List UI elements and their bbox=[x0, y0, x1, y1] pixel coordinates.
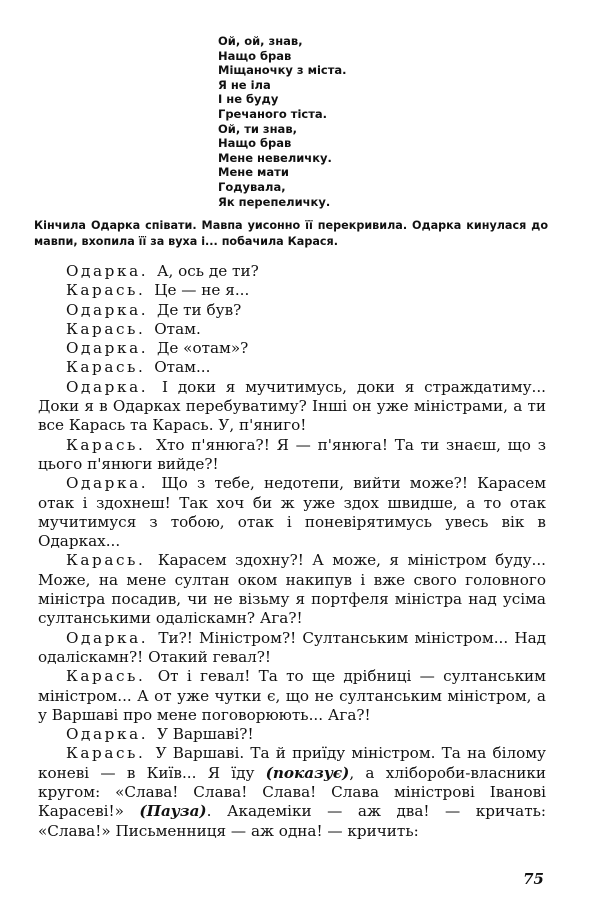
song-line: Як перепеличку. bbox=[218, 194, 331, 209]
song-line: Я не іла bbox=[218, 77, 271, 92]
speaker-name: Одарка. bbox=[66, 377, 149, 396]
speaker-name: Карась. bbox=[66, 667, 146, 686]
dialogue-line bbox=[38, 629, 546, 668]
speaker-name: Карась. bbox=[66, 551, 146, 570]
dialogue-line bbox=[38, 358, 546, 377]
line-text: , а хлібороби-власники кругом: «Слава! Слава! Слава! Слава міністрові Іванові Карасеві!» bbox=[38, 763, 546, 821]
song-verse bbox=[218, 34, 347, 209]
dialogue-line bbox=[38, 262, 546, 281]
line-text: Це — не я... bbox=[154, 281, 250, 300]
speaker-name: Карась. bbox=[66, 281, 146, 300]
dialogue-line bbox=[38, 320, 546, 339]
line-text: У Варшаві?! bbox=[156, 725, 254, 744]
line-text: Отам... bbox=[154, 358, 211, 377]
song-line: Нащо брав bbox=[218, 48, 292, 63]
line-text: А, ось де ти? bbox=[156, 262, 259, 280]
dialogue-line bbox=[38, 339, 546, 358]
dialogue-line bbox=[38, 744, 546, 840]
song-line: Гречаного тіста. bbox=[218, 106, 327, 121]
speaker-name: Одарка. bbox=[66, 474, 149, 493]
dialogue-line bbox=[38, 725, 546, 744]
dialogue-line bbox=[38, 301, 546, 320]
line-text: От і гевал! Та то ще дрібниці — султанським міністром... А от уже чутки є, що не султанським міністром, а у Варшаві про мене поговорюють... Ага?! bbox=[38, 667, 546, 724]
line-text: . Академіки — аж два! — кричать: «Слава!» Письменниця — аж одна! — кричить: bbox=[38, 802, 546, 840]
song-line: Мене невеличку. bbox=[218, 150, 332, 165]
song-line: Годувала, bbox=[218, 179, 286, 194]
dialogue-line bbox=[38, 667, 546, 725]
speaker-name: Одарка. bbox=[66, 725, 149, 744]
speaker-name: Одарка. bbox=[66, 628, 149, 647]
song-line: Ой, ой, знав, bbox=[218, 34, 303, 48]
speaker-name: Карась. bbox=[66, 358, 146, 377]
song-line: Мене мати bbox=[218, 165, 289, 180]
line-text: У Варшаві. Та й приїду міністром. Та на білому коневі — в Київ... Я їду bbox=[38, 744, 546, 782]
line-text: І доки я мучитимусь, доки я страждатиму... Доки я в Одарках перебуватиму? Інші он уже міністрами, а ти все Карась та Карась. У, п'яниго! bbox=[38, 377, 546, 435]
speaker-name: Одарка. bbox=[66, 339, 149, 358]
page-number: 75 bbox=[523, 870, 544, 888]
speaker-name: Одарка. bbox=[66, 262, 149, 280]
speaker-name: Карась. bbox=[66, 744, 146, 763]
stage-aside: (показує) bbox=[265, 763, 350, 782]
song-line: Нащо брав bbox=[218, 136, 292, 151]
stage-direction: Кінчила Одарка співати. Мавпа уисонно її перекривила. Одарка кинулася до мавпи, вхопила її за вуха і... побачила Карася. bbox=[34, 219, 548, 248]
song-line: Міщаночку з міста. bbox=[218, 63, 347, 78]
song-line: І не буду bbox=[218, 92, 279, 107]
line-text: Ти?! Міністром?! Султанським міністром... Над одаліскамн?! Отакий гевал?! bbox=[38, 628, 546, 666]
stage-aside: (Пауза) bbox=[139, 802, 207, 821]
speaker-name: Карась. bbox=[66, 319, 146, 338]
dialogue-line bbox=[38, 378, 546, 436]
dialogue-line bbox=[38, 551, 546, 628]
song-line: Ой, ти знав, bbox=[218, 121, 297, 136]
line-text: Карасем здохну?! А може, я міністром буду... Може, на мене султан оком накипув і вже свого головного міністра посадив, чи не візьму я портфеля міністра над усіма султанськими одаліскамн? Ага?! bbox=[38, 551, 547, 628]
line-text: Де ти був? bbox=[156, 300, 242, 319]
dialogue bbox=[38, 262, 546, 841]
dialogue-line bbox=[38, 436, 546, 475]
line-text: Що з тебе, недотепи, вийти може?! Карасем отак і здохнеш! Так хоч би ж уже здох швидше, а то отак мучитимуся з тобою, отак і поневірятимусь увесь вік в Одарках... bbox=[38, 474, 547, 551]
line-text: Хто п'янюга?! Я — п'янюга! Та ти знаєш, що з цього п'янюги вийде?! bbox=[38, 435, 546, 473]
speaker-name: Карась. bbox=[66, 435, 146, 454]
dialogue-line bbox=[38, 474, 546, 551]
dialogue-line bbox=[38, 281, 546, 300]
line-text: Отам. bbox=[154, 319, 201, 338]
line-text: Де «отам»? bbox=[156, 339, 249, 358]
speaker-name: Одарка. bbox=[66, 300, 149, 319]
